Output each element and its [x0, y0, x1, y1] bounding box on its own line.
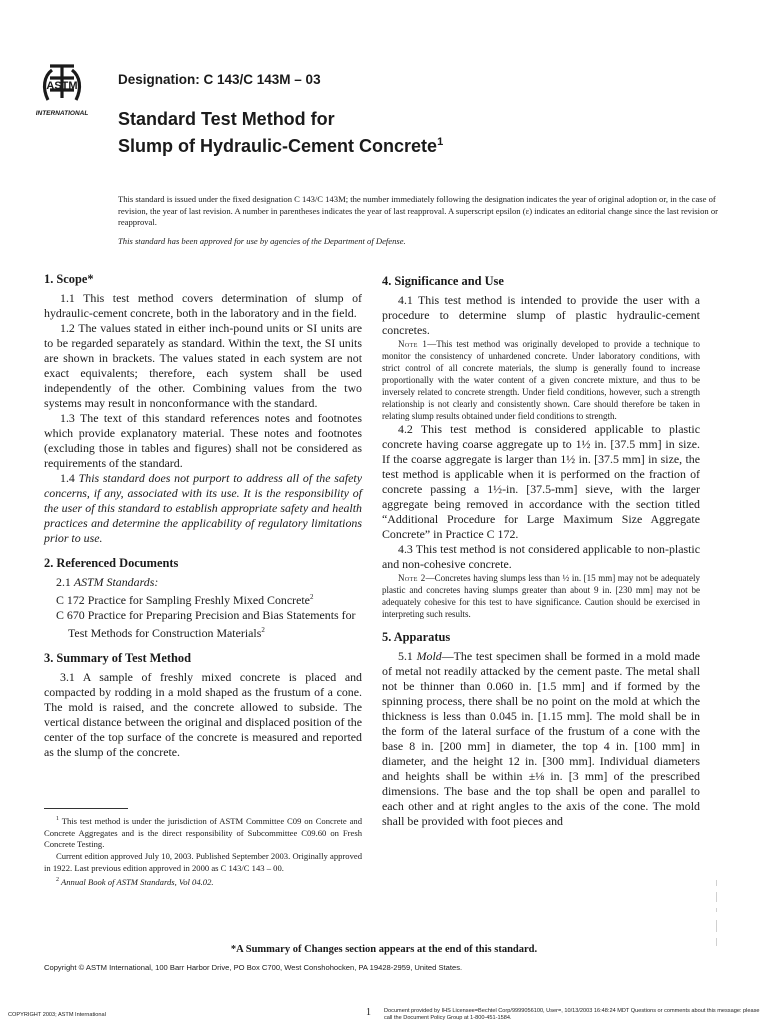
ref-c172: C 172 Practice for Sampling Freshly Mixed Concrete$^2$ [56, 592, 314, 607]
svg-text:ASTM: ASTM [46, 80, 78, 92]
svg-text:INTERNATIONAL: INTERNATIONAL [36, 110, 89, 117]
title-line-2: Slump of Hydraulic-Cement Concrete$^1$ [118, 136, 444, 156]
apparatus-heading: 5. Apparatus [382, 630, 451, 644]
section-4-3: 4.3 This test method is not considered applicable to non-plastic and non-cohesive concrete. [382, 542, 700, 571]
footer-license-info: Document provided by IHS Licensee=Bechtel Corp/9999056100, User=, 10/13/2003 16:48:24 MDT Questions or comments about this message: please call the Document Policy Group at 1-800-451-1584. [384, 1008, 760, 1022]
significance-heading: 4. Significance and Use [382, 274, 504, 288]
footnotes [44, 808, 362, 889]
scope-heading: 1. Scope* [44, 272, 94, 286]
section-1-2: 1.2 The values stated in either inch-pound units or SI units are to be regarded separately as standard. Within the text, the SI units are shown in brackets. The values stated in each system are not exact equivalents; therefore, each system shall be used independently of the other. Combining values from the two systems may result in nonconformance with the standard. [44, 321, 362, 410]
astm-logo [36, 60, 114, 120]
summary-changes-note: *A Summary of Changes section appears at the end of this standard. [230, 944, 538, 955]
referenced-documents-heading: 2. Referenced Documents [44, 556, 179, 570]
section-1-4: 1.4 This standard does not purport to address all of the safety concerns, if any, associated with its use. It is the responsibility of the user of this standard to establish appropriate safety and health practices and determine the applicability of regulatory limitations prior to use. [44, 471, 362, 545]
section-3-1: 3.1 A sample of freshly mixed concrete is placed and compacted by rodding in a mold shaped as the frustum of a cone. The mold is raised, and the concrete allowed to subside. The vertical distance between the original and displaced position of the center of the top surface of the concrete is measured and reported as the slump of the concrete. [44, 669, 362, 759]
footnote-1-edition: Current edition approved July 10, 2003. Published September 2003. Originally approved in 1922. Last previous edition approved in 2000 as C 143/C 143 – 00. [44, 851, 362, 874]
margin-stamp [714, 880, 720, 950]
page-number: 1 [366, 1007, 371, 1018]
title-line-1: Standard Test Method for [118, 109, 335, 129]
section-1-1: 1.1 This test method covers determination of slump of hydraulic-cement concrete, both in the laboratory and in the field. [44, 291, 362, 320]
footer-copyright-small: COPYRIGHT 2003; ASTM International [8, 1012, 106, 1018]
ref-c670: C 670 Practice for Preparing Precision and Bias Statements for Test Methods for Construction Materials$^2$ [56, 607, 356, 640]
left-column [44, 272, 362, 760]
copyright-line: Copyright © ASTM International, 100 Barr Harbor Drive, PO Box C700, West Conshohocken, PA 19428-2959, United States. [44, 963, 463, 972]
summary-heading: 3. Summary of Test Method [44, 650, 191, 665]
page-title [118, 108, 443, 158]
designation: Designation: C 143/C 143M – 03 [118, 72, 321, 87]
section-2-1: 2.1 ASTM Standards: [56, 575, 159, 589]
footnote-1: $^1$ This test method is under the jurisdiction of ASTM Committee C09 on Concrete and Concrete Aggregates and is the direct responsibility of Subcommittee C09.60 on Fresh Concrete Testing. [44, 815, 362, 850]
section-4-1: 4.1 This test method is intended to provide the user with a procedure to determine slump of plastic hydraulic-cement concretes. [382, 293, 700, 337]
note-2: Note 2—Concretes having slumps less than ½ in. [15 mm] may not be adequately plastic and concretes having slumps greater than about 9 in. [230 mm] may not be adequately cohesive for this test to have significance. Caution should be exercised in interpreting such results. [382, 573, 700, 619]
dod-note: This standard has been approved for use by agencies of the Department of Defense. [118, 236, 406, 246]
section-4-2: 4.2 This test method is considered applicable to plastic concrete having coarse aggregate up to 1½ in. [37.5 mm] in size. If the coarse aggregate is larger than 1½ in. [37.5 mm] in size, the test method is applicable when it is performed on the fraction of concrete passing a 1½-in. [37.5-mm] sieve, with the larger aggregate being removed in accordance with the section titled “Additional Procedure for Large Maximum Size Aggregate Concrete” in Practice C 172. [382, 422, 700, 541]
footnote-divider [44, 808, 128, 809]
note-1: Note 1—This test method was originally developed to provide a technique to monitor the consistency of unhardened concrete. Under laboratory conditions, with strict control of all concrete materials, the slump is generally found to increase proportionally with the water content of a given concrete mixture, and thus to be inversely related to concrete strength. Under field conditions, however, such a strength relationship is not clearly and consistently shown. Care should therefore be taken in relating slump results obtained under field conditions to strength. [382, 339, 700, 421]
section-1-3: 1.3 The text of this standard references notes and footnotes which provide explanatory material. These notes and footnotes (excluding those in tables and figures) shall not be considered as requirements of the standard. [44, 411, 362, 470]
right-column [382, 274, 700, 829]
issue-note: This standard is issued under the fixed designation C 143/C 143M; the number immediately following the designation indicates the year of original adoption or, in the case of revision, the year of last revision. A number in parentheses indicates the year of last reapproval. A superscript epsilon (ε) indicates an editorial change since the last revision or reapproval. [118, 194, 718, 227]
footnote-2: $^2$ Annual Book of ASTM Standards, Vol 04.02. [56, 876, 214, 887]
section-5-1: 5.1 Mold—The test specimen shall be formed in a mold made of metal not readily attacked by the cement paste. The metal shall not be thinner than 0.060 in. [1.5 mm] and if formed by the spinning process, there shall be no point on the mold at which the thickness is less than 0.045 in. [1.15 mm]. The mold shall be in the form of the lateral surface of the frustum of a cone with the base 8 in. [200 mm] in diameter, the top 4 in. [100 mm] in diameter, and the height 12 in. [300 mm]. Individual diameters and heights shall be within ±⅛ in. [3 mm] of the prescribed dimensions. The base and the top shall be open and parallel to each other and at right angles to the axis of the cone. The mold shall be provided with foot pieces and [382, 649, 700, 828]
